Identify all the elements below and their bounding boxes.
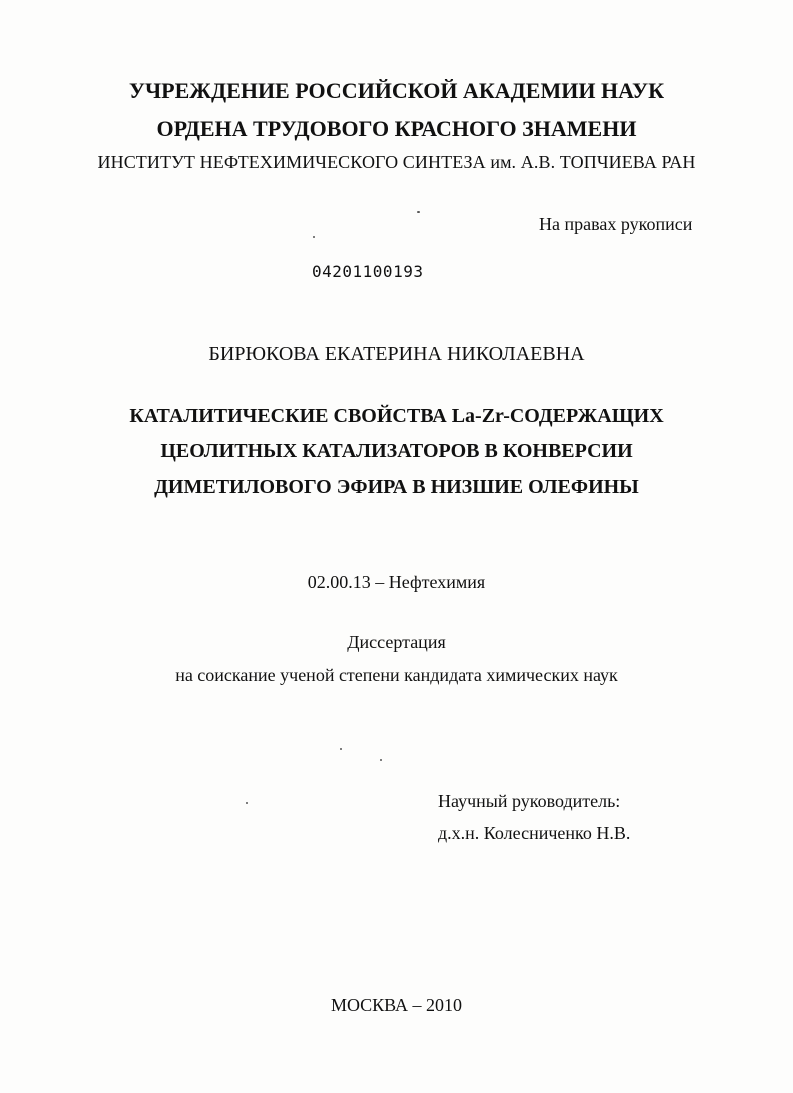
scan-speck [313,236,315,238]
scan-speck [417,211,420,213]
rights-note: На правах рукописи [539,214,693,234]
thesis-title-line-1: КАТАЛИТИЧЕСКИЕ СВОЙСТВА La-Zr-СОДЕРЖАЩИХ [129,405,664,427]
registration-number: 04201100193 [312,262,424,281]
thesis-title-line-2: ЦЕОЛИТНЫХ КАТАЛИЗАТОРОВ В КОНВЕРСИИ [160,440,633,462]
organization-line-2: ОРДЕНА ТРУДОВОГО КРАСНОГО ЗНАМЕНИ [156,116,637,141]
author-name: БИРЮКОВА ЕКАТЕРИНА НИКОЛАЕВНА [208,343,585,365]
city-year: МОСКВА – 2010 [330,995,463,1015]
organization-line-3: ИНСТИТУТ НЕФТЕХИМИЧЕСКОГО СИНТЕЗА им. А.В. ТОПЧИЕВА РАН [97,152,696,172]
scan-speck [380,759,382,761]
scan-speck [340,748,342,750]
scan-speck [246,802,248,804]
advisor-label: Научный руководитель: [438,791,621,811]
specialty: 02.00.13 – Нефтехимия [307,572,486,592]
document-type: Диссертация [347,632,446,652]
degree-statement: на соискание ученой степени кандидата химических наук [175,665,618,685]
thesis-title-line-3: ДИМЕТИЛОВОГО ЭФИРА В НИЗШИЕ ОЛЕФИНЫ [154,476,639,498]
organization-line-1: УЧРЕЖДЕНИЕ РОССИЙСКОЙ АКАДЕМИИ НАУК [128,78,665,103]
advisor-name: д.х.н. Колесниченко Н.В. [438,823,631,843]
